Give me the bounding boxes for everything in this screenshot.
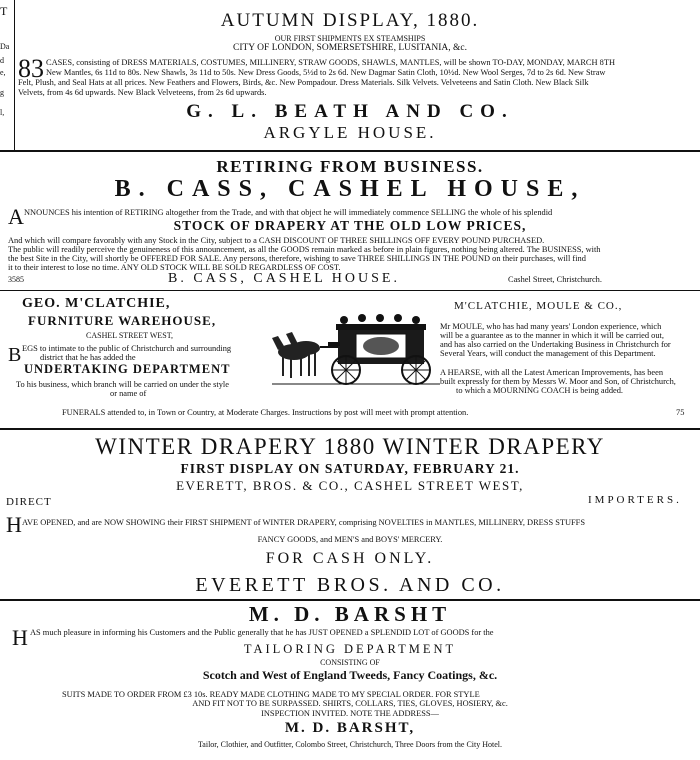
barsht-line: INSPECTION INVITED. NOTE THE ADDRESS— <box>261 709 439 718</box>
margin-fragment: Da <box>0 42 10 51</box>
mclatchie-dropcap: B <box>8 344 22 366</box>
barsht-signature: M. D. BARSHT, <box>284 720 416 736</box>
autumn-sub1: OUR FIRST SHIPMENTS EX STEAMSHIPS <box>274 34 426 43</box>
margin-fragment: e, <box>0 68 6 77</box>
autumn-title: AUTUMN DISPLAY, 1880. <box>220 10 480 31</box>
barsht-consisting: CONSISTING OF <box>320 658 380 667</box>
cass-line: it to their interest to lose no time. ANY OLD STOCK WILL BE SOLD REGARDLESS OF COST. <box>8 263 341 272</box>
margin-fragment: l, <box>0 108 5 117</box>
barsht-dept: TAILORING DEPARTMENT <box>243 642 457 656</box>
everett-line: FANCY GOODS, and MEN'S and BOYS' MERCERY. <box>257 535 443 544</box>
mclatchie-right-line: and has also carried on the Undertaking Business in Christchurch for <box>440 340 671 349</box>
everett-cash: FOR CASH ONLY. <box>265 550 435 567</box>
mclatchie-right-line: will be a guarantee as to the manner in which it will be carried out, <box>440 331 664 340</box>
mclatchie-right-line: Mr MOULE, who has had many years' London experience, which <box>440 322 662 331</box>
mclatchie-line: or name of <box>110 389 147 398</box>
everett-direct: DIRECT <box>6 496 52 508</box>
everett-line: AVE OPENED, and are NOW SHOWING their FIRST SHIPMENT of WINTER DRAPERY, comprising NOVELTIES in MANTLES, MILLINERY, DRESS STUFFS <box>22 518 585 527</box>
everett-title: WINTER DRAPERY 1880 WINTER DRAPERY <box>95 434 605 459</box>
mclatchie-title: FURNITURE WAREHOUSE, <box>28 313 217 328</box>
autumn-line: Felt, Plush, and Seal Hats at all prices. New Feathers and Flowers, Birds, &c. New Pompadour. Dress Materials. Silk Velvets. Velveteens and Satin Cloth. New Black Silk <box>18 78 589 87</box>
cass-line: NNOUNCES his intention of RETIRING altogether from the Trade, and with that object he will immediately commence SELLING the whole of his splendid <box>24 208 553 217</box>
mclatchie-addr: CASHEL STREET WEST, <box>86 331 174 340</box>
divider <box>0 428 700 430</box>
everett-importers: IMPORTERS. <box>588 494 682 506</box>
barsht-addr: Tailor, Clothier, and Outfitter, Colombo Street, Christchurch, Three Doors from the City Hotel. <box>197 740 503 749</box>
cass-line: the best Site in the City, will shortly be OFFERED FOR SALE. Any persons, therefore, wishing to save THREE SHILLINGS IN THE POUND on their purchases, will find <box>8 254 586 263</box>
mclatchie-funerals: FUNERALS attended to, in Town or Country, at Moderate Charges. Instructions by post will meet with prompt attention. <box>62 408 469 417</box>
hearse-illustration <box>272 312 440 388</box>
mclatchie-right-line: built expressly for them by Messrs W. Moor and Son, of Christchurch, <box>440 377 676 386</box>
mclatchie-line: district that he has added the <box>40 353 136 362</box>
divider <box>0 150 700 152</box>
barsht-name: M. D. BARSHT <box>248 602 452 626</box>
margin-fragment: g <box>0 88 4 97</box>
everett-sub: FIRST DISPLAY ON SATURDAY, FEBRUARY 21. <box>180 461 520 476</box>
autumn-firm: G. L. BEATH AND CO. <box>186 101 514 122</box>
mclatchie-right-line: to which a MOURNING COACH is being added. <box>456 386 624 395</box>
everett-dropcap: H <box>6 512 22 537</box>
cass-footer-addr: Cashel Street, Christchurch. <box>508 275 602 284</box>
autumn-dropcap: 83 <box>18 54 44 83</box>
divider <box>0 599 700 601</box>
barsht-line: AS much pleasure in informing his Customers and the Public generally that he has JUST OPENED a SPLENDID LOT of GOODS for the <box>30 628 494 637</box>
mclatchie-right-line: A HEARSE, with all the Latest American Improvements, has been <box>440 368 664 377</box>
cass-heading: RETIRING FROM BUSINESS. <box>216 157 484 176</box>
cass-firm: B. CASS, CASHEL HOUSE, <box>114 176 586 202</box>
cass-line: And which will compare favorably with any Stock in the City, subject to a CASH DISCOUNT OF THREE SHILLINGS OFF EVERY POUND PURCHASED. <box>8 236 545 245</box>
autumn-line: CASES, consisting of DRESS MATERIALS, COSTUMES, MILLINERY, STRAW GOODS, SHAWLS, MANTLES, will be shown TO-DAY, MONDAY, MARCH 8TH <box>46 58 615 67</box>
cass-stock: STOCK OF DRAPERY AT THE OLD LOW PRICES, <box>173 218 527 233</box>
cass-line: The public will readily perceive the genuineness of this announcement, as all the GOODS remain marked as before in plain figures, nothing being altered. The BUSINESS, with <box>8 245 601 254</box>
everett-firm-line: EVERETT, BROS. & CO., CASHEL STREET WEST, <box>176 478 524 493</box>
margin-fragment: T <box>0 4 8 18</box>
everett-firm: EVERETT BROS. AND CO. <box>195 574 505 596</box>
barsht-line: SUITS MADE TO ORDER FROM £3 10s. READY MADE CLOTHING MADE TO MY SPECIAL ORDER. FOR STYLE <box>62 690 480 699</box>
mclatchie-right-head: M'CLATCHIE, MOULE & CO., <box>454 300 623 312</box>
mclatchie-name: GEO. M'CLATCHIE, <box>22 296 171 311</box>
autumn-sub2: CITY OF LONDON, SOMERSETSHIRE, LUSITANIA, &c. <box>232 43 467 53</box>
mclatchie-dept: UNDERTAKING DEPARTMENT <box>24 362 231 376</box>
barsht-dropcap: H <box>12 625 28 650</box>
autumn-line: New Mantles, 6s 11d to 80s. New Shawls, 3s 11d to 50s. New Dress Goods, 5½d to 2s 6d. New Dagmar Satin Cloth, 10½d. New Wool Serges, 7d to 2s 6d. New Straw <box>46 68 606 77</box>
divider <box>0 290 700 291</box>
barsht-goods: Scotch and West of England Tweeds, Fancy Coatings, &c. <box>202 668 498 682</box>
mclatchie-right-line: Several Years, will conduct the management of this Department. <box>440 349 656 358</box>
mclatchie-line: EGS to intimate to the public of Christchurch and surrounding <box>22 344 232 353</box>
autumn-line: Velvets, from 4s 6d upwards. New Black Velveteens, from 2s 6d upwards. <box>18 88 267 97</box>
barsht-line: AND FIT NOT TO BE SURPASSED. SHIRTS, COLLARS, TIES, GLOVES, HOSIERY, &c. <box>192 699 508 708</box>
margin-fragment: d <box>0 56 4 65</box>
mclatchie-ref: 75 <box>676 408 685 417</box>
cass-dropcap: A <box>8 204 24 229</box>
cass-ref: 3585 <box>8 275 24 284</box>
cass-footer-firm: B. CASS, CASHEL HOUSE. <box>168 271 400 286</box>
autumn-house: ARGYLE HOUSE. <box>263 123 437 142</box>
mclatchie-line: To his business, which branch will be carried on under the style <box>16 380 229 389</box>
